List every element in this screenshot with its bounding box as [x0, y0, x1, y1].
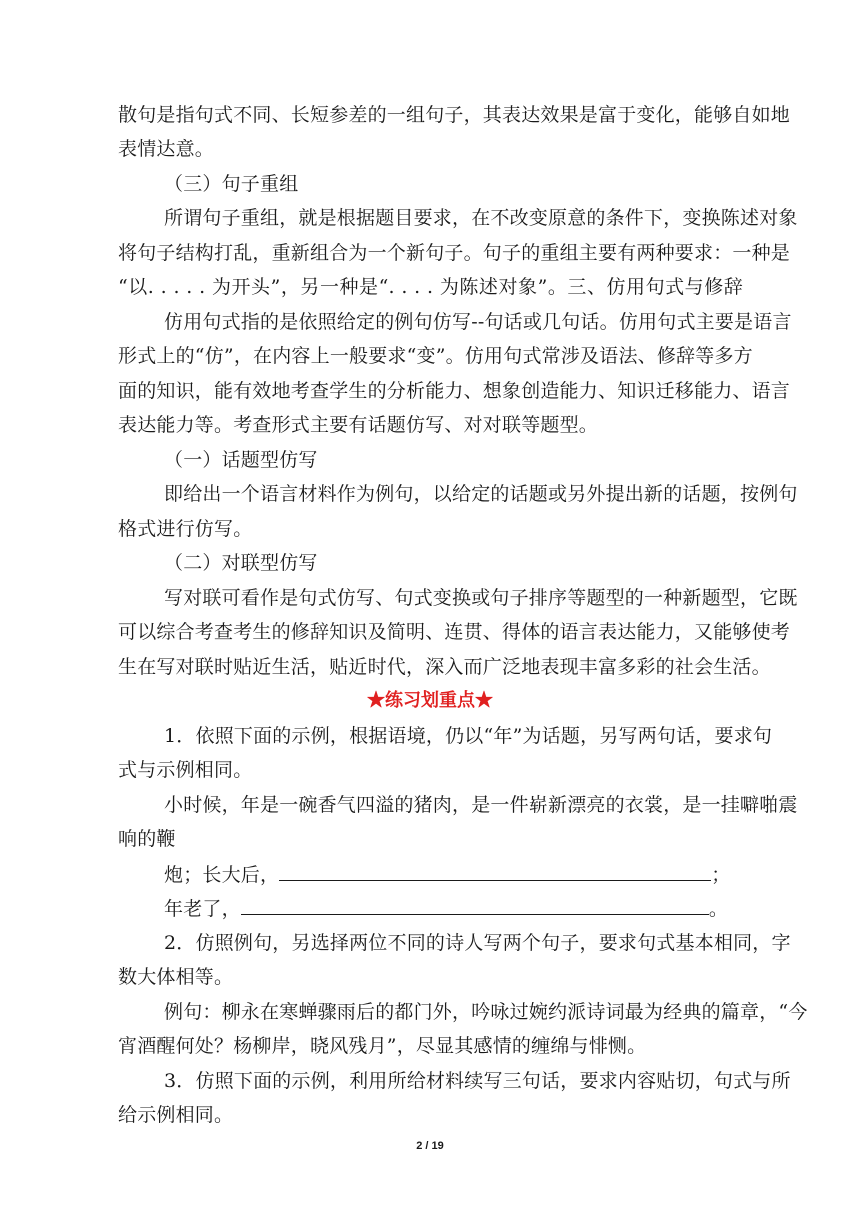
paragraph-line: 面的知识，能有效地考查学生的分析能力、想象创造能力、知识迁移能力、语言: [118, 380, 791, 402]
exercise-line: 1．依照下面的示例，根据语境，仍以“年”为话题，另写两句话，要求句: [164, 725, 773, 747]
blank-suffix: ；: [711, 864, 731, 886]
exercise-line: 3．仿照下面的示例，利用所给材料续写三句话，要求内容贴切，句式与所: [164, 1070, 791, 1092]
blank-suffix: 。: [708, 898, 729, 920]
exercise-line: 例句：柳永在寒蝉骤雨后的都门外，吟咏过婉约派诗词最为经典的篇章，“今: [164, 1001, 808, 1023]
paragraph-line: 将句子结构打乱，重新组合为一个新句子。句子的重组主要有两种要求：一种是: [118, 242, 791, 264]
subsection-heading: （一）话题型仿写: [164, 449, 318, 471]
paragraph-line: 生在写对联时贴近生活，贴近时代，深入而广泛地表现丰富多彩的社会生活。: [118, 656, 771, 678]
paragraph-line: 表情达意。: [118, 138, 215, 160]
fill-blank-line: [164, 896, 743, 921]
paragraph-line: 即给出一个语言材料作为例句，以给定的话题或另外提出新的话题，按例句: [164, 483, 798, 505]
paragraph-line: 格式进行仿写。: [118, 518, 253, 540]
subsection-heading: （三）句子重组: [164, 173, 299, 195]
exercise-line: 2．仿照例句，另选择两位不同的诗人写两个句子，要求句式基本相同，字: [164, 932, 791, 954]
answer-blank[interactable]: [279, 862, 711, 881]
section-heading: ★练习划重点★: [367, 690, 493, 711]
answer-blank[interactable]: [241, 896, 709, 915]
exercise-line: 数大体相等。: [118, 966, 234, 988]
blank-prefix: 炮；长大后，: [164, 864, 280, 886]
exercise-line: 响的鞭: [118, 828, 176, 850]
paragraph-line: 形式上的“仿”，在内容上一般要求“变”。仿用句式常涉及语法、修辞等多方: [118, 345, 753, 367]
exercise-line: 给示例相同。: [118, 1104, 234, 1126]
paragraph-line: 所谓句子重组，就是根据题目要求，在不改变原意的条件下，变换陈述对象: [164, 207, 798, 229]
blank-prefix: 年老了，: [164, 898, 241, 920]
paragraph-line: 表达能力等。考查形式主要有话题仿写、对对联等题型。: [118, 414, 599, 436]
paragraph-line: 散句是指句式不同、长短参差的一组句子，其表达效果是富于变化，能够自如地: [118, 104, 791, 126]
exercise-line: 宵酒醒何处？杨柳岸，晓风残月”，尽显其感情的缠绵与悱恻。: [118, 1035, 647, 1057]
paragraph-line: 仿用句式指的是依照给定的例句仿写--句话或几句话。仿用句式主要是语言: [164, 311, 792, 333]
exercise-line: 式与示例相同。: [118, 759, 253, 781]
paragraph-line: “以. . . . . 为开头”，另一种是“. . . . 为陈述对象”。三、仿用句式与修辞: [118, 276, 743, 298]
exercise-line: 小时候，年是一碗香气四溢的猪肉，是一件崭新漂亮的衣裳，是一挂噼啪震: [164, 794, 798, 816]
paragraph-line: 可以综合考查考生的修辞知识及简明、连贯、得体的语言表达能力，又能够使考: [118, 621, 791, 643]
fill-blank-line: [164, 862, 743, 887]
page-number: 2 / 19: [416, 1140, 444, 1152]
paragraph-line: 写对联可看作是句式仿写、句式变换或句子排序等题型的一种新题型，它既: [164, 587, 798, 609]
subsection-heading: （二）对联型仿写: [164, 552, 318, 574]
